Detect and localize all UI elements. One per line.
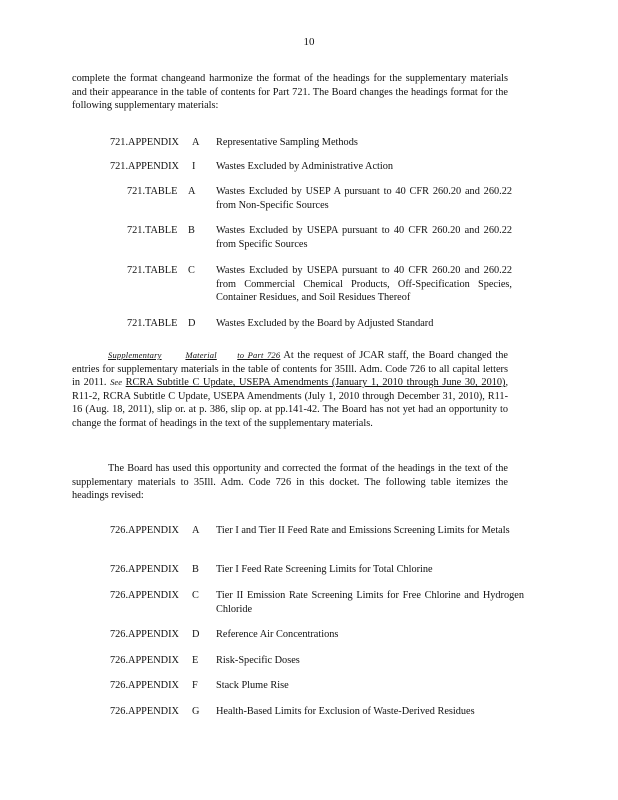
heading-id: 721.TABLE <box>127 265 178 276</box>
heading-id: 721.APPENDIX <box>110 161 179 172</box>
section-title: Supplementary Material to Part 726 <box>108 350 281 360</box>
paragraph-text: , R11-2, RCRA Subtitle C Update, USEPA Amendments (July 1, 2010 through December 31, 2010), R11-16 (Aug. 18, 2011), slip or. at p. 386, slip op. at pp.141-42. The Board has not yet had an opportunity to change the format of headings in the text of the supplementary materials. <box>72 377 509 429</box>
docket-title: RCRA Subtitle C Update, USEPA Amendments (January 1, 2010 through June 30, 2010) <box>125 377 506 389</box>
heading-id: 726.APPENDIX <box>110 590 179 601</box>
heading-id: 721.TABLE <box>127 318 178 329</box>
heading-id: 721.TABLE <box>127 225 178 236</box>
heading-letter: D <box>192 629 200 640</box>
heading-letter: G <box>192 706 200 717</box>
heading-letter: A <box>192 525 200 536</box>
heading-title: Wastes Excluded by USEPA pursuant to 40 CFR 260.20 and 260.22 from Commercial Chemical Products, Off-Specification Species, Container Residues, and Soil Residues Thereof <box>216 265 512 304</box>
see-signal: See <box>110 377 122 388</box>
paragraph-text: At the request of JCAR staff, the Board changed the entries for supplementary materials in the table of contents for 35Ill. Adm. Code 726 to all capital letters in 2011. <box>72 350 508 389</box>
heading-title: Stack Plume Rise <box>216 680 289 691</box>
heading-letter: D <box>188 318 196 329</box>
supplementary-paragraph <box>72 349 508 431</box>
heading-letter: I <box>192 161 196 172</box>
heading-title: Tier I and Tier II Feed Rate and Emissions Screening Limits for Metals <box>216 525 510 536</box>
heading-title: Wastes Excluded by USEPA pursuant to 40 CFR 260.20 and 260.22 from Specific Sources <box>216 225 512 250</box>
heading-letter: F <box>192 680 198 691</box>
heading-letter: C <box>188 265 195 276</box>
heading-title: Wastes Excluded by Administrative Action <box>216 161 394 172</box>
heading-id: 721.TABLE <box>127 186 178 197</box>
page-number: 10 <box>303 36 315 48</box>
heading-title: Representative Sampling Methods <box>216 137 358 148</box>
heading-title: Wastes Excluded by the Board by Adjusted Standard <box>216 318 434 329</box>
revision-paragraph: The Board has used this opportunity and corrected the format of the headings in the text of the supplementary materials to 35Ill. Adm. Code 726 in this docket. The following table itemizes the headings revised: <box>72 463 508 502</box>
heading-title: Risk-Specific Doses <box>216 655 300 666</box>
heading-title: Reference Air Concentrations <box>216 629 339 640</box>
heading-id: 726.APPENDIX <box>110 706 179 717</box>
heading-title: Wastes Excluded by USEP A pursuant to 40 CFR 260.20 and 260.22 from Non-Specific Sources <box>216 186 512 211</box>
heading-letter: C <box>192 590 199 601</box>
heading-id: 726.APPENDIX <box>110 680 179 691</box>
heading-id: 721.APPENDIX <box>110 137 179 148</box>
heading-letter: B <box>192 564 199 575</box>
heading-id: 726.APPENDIX <box>110 564 179 575</box>
heading-title: Tier II Emission Rate Screening Limits for Free Chlorine and Hydrogen Chloride <box>216 590 524 615</box>
heading-id: 726.APPENDIX <box>110 655 179 666</box>
intro-paragraph: complete the format changeand harmonize the format of the headings for the supplementary materials and their appearance in the table of contents for Part 721. The Board changes the headings format for the following supplementary materials: <box>72 73 508 112</box>
heading-title: Tier I Feed Rate Screening Limits for Total Chlorine <box>216 564 433 575</box>
heading-letter: B <box>188 225 195 236</box>
heading-letter: A <box>188 186 196 197</box>
heading-id: 726.APPENDIX <box>110 629 179 640</box>
heading-letter: E <box>192 655 199 666</box>
heading-letter: A <box>192 137 200 148</box>
heading-id: 726.APPENDIX <box>110 525 179 536</box>
heading-title: Health-Based Limits for Exclusion of Waste-Derived Residues <box>216 706 475 717</box>
